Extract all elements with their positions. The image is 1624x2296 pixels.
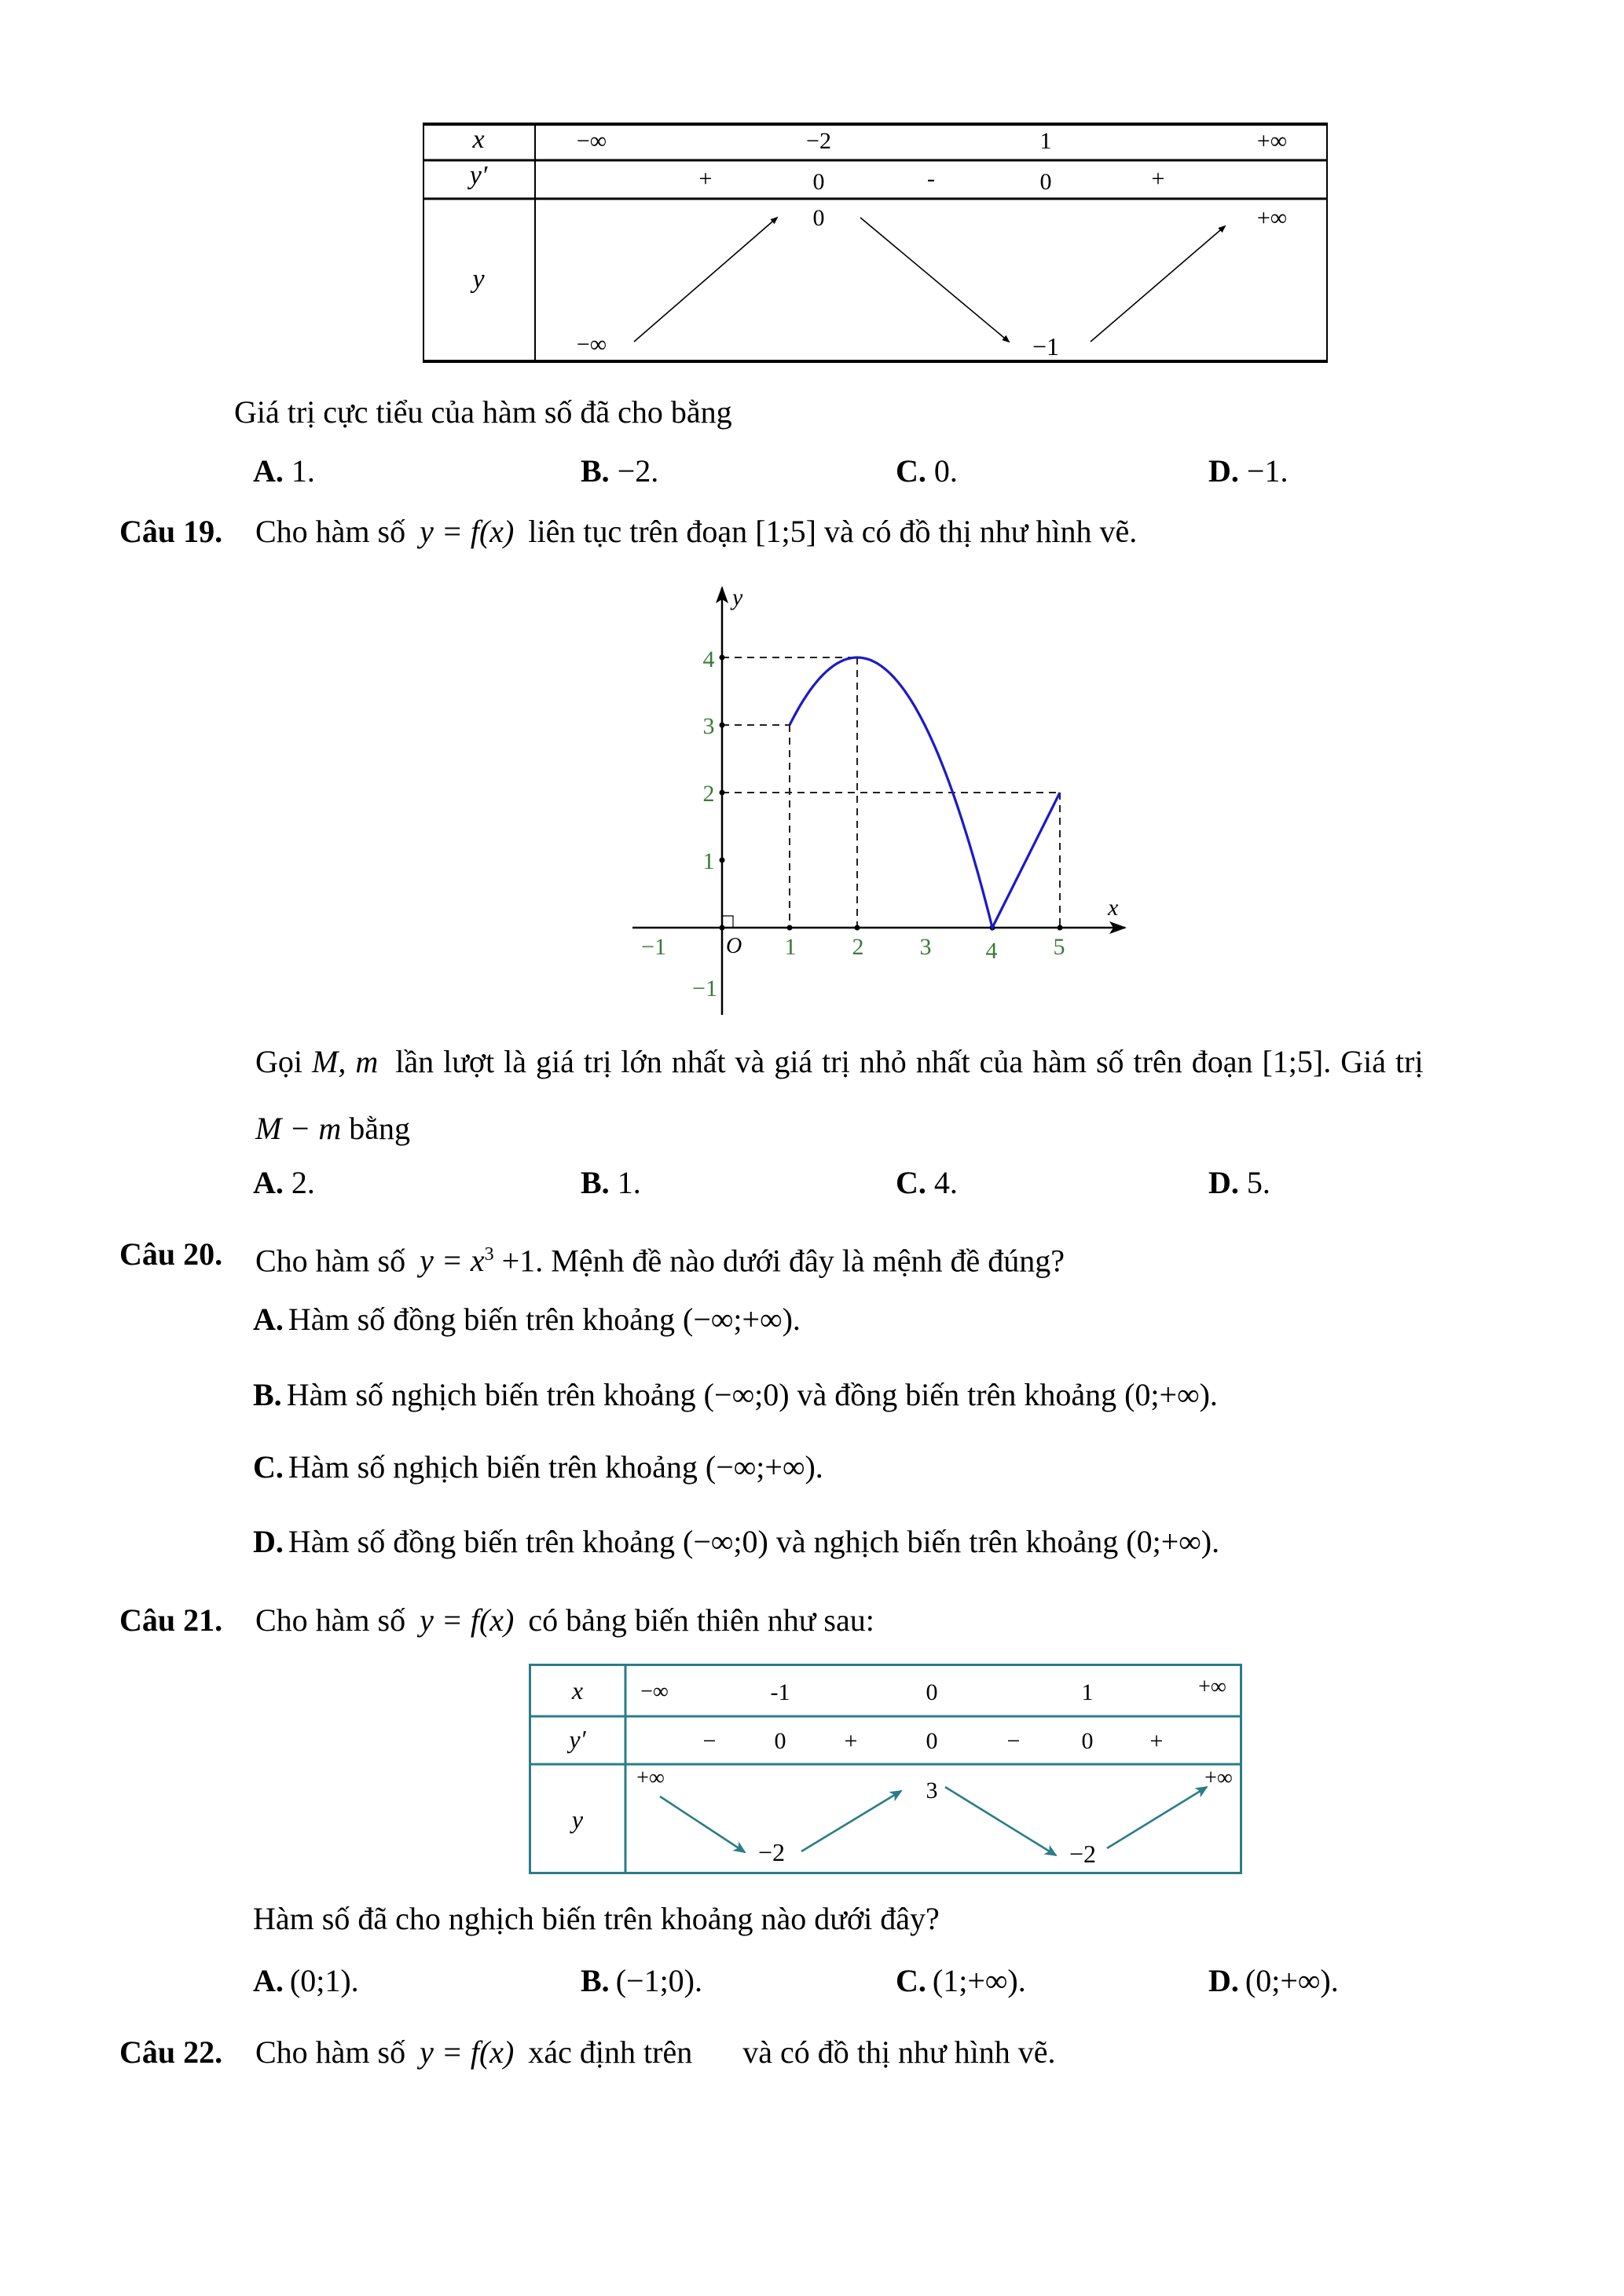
q20-option-b[interactable] [253, 1376, 1218, 1414]
q21-label: Câu 21. [119, 1602, 223, 1638]
q21-yp-sign: + [1149, 1728, 1164, 1754]
answer-text: (−1;0). [615, 1963, 702, 1998]
q21-yp-sign: − [1006, 1728, 1021, 1754]
q19-question-line2 [255, 1110, 410, 1148]
q18-arrow-up-2 [1091, 226, 1225, 342]
answer-text: (0;1). [289, 1963, 359, 1998]
q20-option-c[interactable] [253, 1448, 823, 1486]
stem-text: Cho hàm số [255, 1602, 414, 1638]
q18-yp-sign: - [927, 166, 935, 192]
answer-key: D. [1208, 1963, 1239, 1998]
stem-text: liên tục trên đoạn [520, 514, 756, 549]
math-expr: y = x [420, 1243, 485, 1279]
answer-key: C. [896, 453, 926, 489]
x-tick-label: 2 [852, 934, 864, 960]
q21-answer-a[interactable] [253, 1962, 359, 2000]
answer-key: A. [253, 453, 284, 489]
q21-label-yp: y′ [569, 1725, 586, 1753]
q18-yp-sign: + [698, 166, 713, 192]
q21-y-max: 3 [926, 1778, 938, 1803]
right-angle-mark [722, 916, 733, 928]
q18-label-x: x [472, 125, 485, 154]
q21-yp-zero: 0 [926, 1728, 938, 1754]
q21-x-value: 1 [1081, 1679, 1094, 1705]
q18-table-lines [423, 123, 1327, 362]
q18-answer-a[interactable] [253, 452, 315, 490]
option-key: D. [253, 1524, 284, 1559]
q18-yp-zero: 0 [812, 169, 825, 195]
q18-answer-d[interactable] [1208, 452, 1288, 490]
math-expr: +1 [493, 1243, 536, 1279]
q21-y-min-2: −2 [1069, 1840, 1097, 1868]
answer-key: C. [896, 1963, 926, 1998]
y-tick-dot [720, 858, 725, 863]
q21-arrow-down-1 [660, 1796, 745, 1852]
q18-y-min: −1 [1032, 332, 1060, 361]
q18-answer-b[interactable] [581, 452, 658, 490]
q21-label-x: x [571, 1676, 584, 1705]
q19-answer-c[interactable] [896, 1164, 958, 1202]
axis-label-x: x [1108, 895, 1119, 921]
q21-x-value: -1 [770, 1679, 790, 1705]
stem-text: và có đồ thị như hình vẽ. [735, 2034, 1056, 2070]
stem-text: . Mệnh đề nào dưới đây là mệnh đề đúng? [535, 1243, 1065, 1279]
option-text: Hàm số nghịch biến trên khoảng (−∞;+∞). [288, 1449, 823, 1485]
q18-label-y: y [472, 265, 485, 294]
y-tick-label: 3 [702, 713, 715, 739]
q21-x-value: 0 [926, 1679, 938, 1705]
y-tick-label: 1 [702, 848, 715, 874]
guide-lines [722, 657, 1060, 928]
q19-label: Câu 19. [119, 514, 223, 549]
q20-stem [255, 1236, 1065, 1280]
q18-y-left-bottom: −∞ [576, 331, 607, 357]
q19-question-line1 [255, 1043, 1424, 1081]
stem-text: Cho hàm số [255, 514, 414, 549]
x-tick-dot [1058, 925, 1063, 931]
y-tick-label: 2 [702, 781, 715, 807]
q21-x-value: +∞ [1198, 1675, 1226, 1699]
math-expr: M − m [255, 1111, 342, 1146]
answer-key: D. [1208, 453, 1239, 489]
math-interval: [1;5] [755, 514, 816, 549]
answer-key: B. [581, 453, 610, 489]
q21-arrow-up-1 [801, 1791, 901, 1851]
q18-arrow-up-1 [634, 218, 777, 342]
q18-x-value: −∞ [576, 128, 607, 154]
answer-text: 4. [933, 1165, 958, 1200]
math-expr: y = f(x) [420, 2034, 515, 2070]
option-key: A. [253, 1302, 284, 1337]
q22-label: Câu 22. [119, 2034, 223, 2070]
x-tick-label: 4 [985, 938, 998, 964]
answer-text: −2. [617, 453, 659, 489]
q18-y-right-top: +∞ [1256, 205, 1288, 231]
math-expr: y = f(x) [420, 1602, 515, 1638]
q18-x-value: +∞ [1256, 128, 1288, 154]
math-exponent: 3 [484, 1244, 494, 1265]
q21-answer-d[interactable] [1208, 1962, 1339, 2000]
y-tick-dot [720, 655, 725, 661]
answer-text: −1. [1246, 453, 1289, 489]
q21-answer-c[interactable] [896, 1962, 1026, 2000]
q19-answer-b[interactable] [581, 1164, 641, 1202]
q18-prompt: Giá trị cực tiểu của hàm số đã cho bằng [234, 394, 732, 430]
q20-option-a[interactable] [253, 1301, 801, 1338]
q19-stem [255, 513, 1137, 551]
origin-label: O [726, 934, 742, 958]
stem-text: bằng [341, 1111, 410, 1146]
y-tick-dot [720, 790, 725, 796]
x-tick-label: 1 [784, 934, 797, 960]
answer-text: 2. [291, 1165, 315, 1200]
q18-yp-zero: 0 [1039, 169, 1052, 195]
answer-key: D. [1208, 1165, 1239, 1200]
answer-text: (1;+∞). [932, 1963, 1026, 1998]
q21-label-y: y [571, 1805, 584, 1833]
q20-option-d[interactable] [253, 1523, 1219, 1561]
answer-key: C. [896, 1165, 926, 1200]
tick-dots [720, 655, 1063, 931]
option-key: B. [253, 1377, 282, 1412]
q21-yp-sign: + [844, 1728, 858, 1754]
q21-y-left-top: +∞ [636, 1766, 665, 1790]
function-curve [790, 657, 1060, 928]
answer-text: 1. [291, 453, 315, 489]
stem-text: Cho hàm số [255, 1243, 414, 1279]
stem-text: Gọi [255, 1044, 312, 1079]
stem-text: Cho hàm số [255, 2034, 414, 2070]
q18-arrow-down [860, 218, 1009, 342]
q21-yp-zero: 0 [1081, 1728, 1094, 1754]
answer-text: 5. [1246, 1165, 1270, 1200]
q21-x-value: −∞ [640, 1679, 669, 1704]
q18-answer-c[interactable] [896, 452, 958, 490]
option-text: Hàm số nghịch biến trên khoảng (−∞;0) và đồng biến trên khoảng (0;+∞). [286, 1377, 1218, 1412]
y-tick-dot [720, 723, 725, 728]
answer-key: A. [253, 1963, 284, 1998]
q18-label-yp: y′ [469, 161, 488, 190]
option-text: Hàm số đồng biến trên khoảng (−∞;+∞). [288, 1302, 801, 1337]
x-tick-dot [720, 925, 725, 931]
stem-text: xác định trên [520, 2034, 701, 2070]
q21-variation-table [529, 1664, 1242, 1874]
answer-key: B. [581, 1165, 610, 1200]
q18-x-value: 1 [1039, 128, 1052, 154]
q19-answer-a[interactable] [253, 1164, 315, 1202]
stem-text: lần lượt là giá trị lớn nhất và giá trị nhỏ nhất của hàm số trên đoạn [386, 1044, 1263, 1079]
q21-stem [255, 1602, 874, 1639]
math-expr: y = f(x) [420, 514, 515, 549]
answer-text: (0;+∞). [1245, 1963, 1339, 1998]
q21-arrow-down-2 [945, 1787, 1056, 1855]
x-tick-label: 3 [919, 934, 932, 960]
option-text: Hàm số đồng biến trên khoảng (−∞;0) và nghịch biến trên khoảng (0;+∞). [288, 1524, 1220, 1559]
answer-text: 1. [617, 1165, 641, 1200]
q18-y-max: 0 [812, 205, 825, 231]
x-tick-dot [787, 925, 793, 931]
q21-arrow-up-2 [1107, 1787, 1207, 1848]
stem-text: và có đồ thị như hình vẽ. [816, 514, 1138, 549]
math-expr: M, m [312, 1044, 379, 1079]
q20-label: Câu 20. [119, 1236, 223, 1272]
q21-y-min-1: −2 [757, 1838, 786, 1866]
q22-stem [255, 2034, 1055, 2071]
math-interval: [1;5] [1262, 1044, 1324, 1079]
answer-key: A. [253, 1165, 284, 1200]
q19-answer-d[interactable] [1208, 1164, 1270, 1202]
q18-yp-sign: + [1151, 166, 1165, 192]
q21-yp-zero: 0 [774, 1728, 786, 1754]
answer-text: 0. [933, 453, 958, 489]
answer-key: B. [581, 1963, 610, 1998]
q18-x-value: −2 [806, 128, 831, 154]
stem-text: có bảng biến thiên như sau: [520, 1602, 874, 1638]
stem-text: . Giá trị [1323, 1044, 1424, 1079]
option-key: C. [253, 1449, 284, 1485]
q21-y-right-top: +∞ [1204, 1766, 1233, 1790]
q21-prompt: Hàm số đã cho nghịch biến trên khoảng nào dưới đây? [253, 1901, 940, 1936]
x-tick-label: 5 [1053, 934, 1065, 960]
q21-answer-b[interactable] [581, 1962, 702, 2000]
q18-variation-table [423, 123, 1327, 362]
x-tick-label: −1 [641, 934, 666, 960]
x-tick-dot [855, 925, 860, 931]
y-tick-label: 4 [702, 646, 715, 672]
y-tick-label: −1 [692, 976, 717, 1002]
q21-yp-sign: − [702, 1728, 717, 1754]
axis-label-y: y [732, 584, 743, 610]
x-tick-dot [990, 925, 995, 931]
